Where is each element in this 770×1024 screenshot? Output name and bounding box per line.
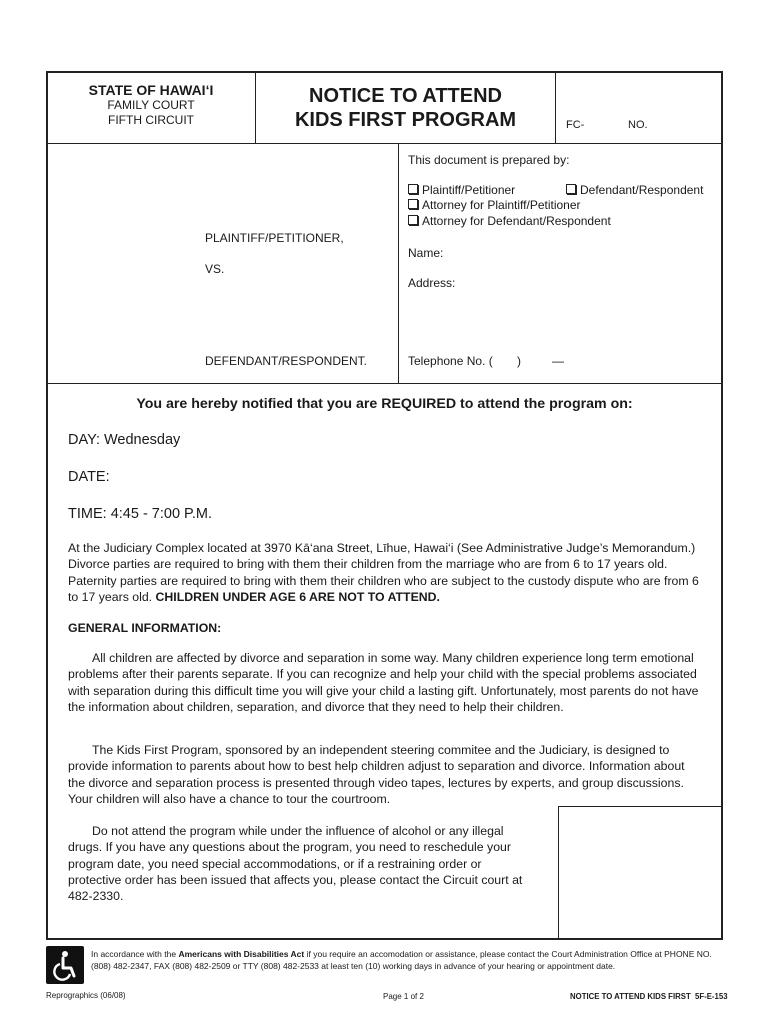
checkbox-attorney-defendant-label: Attorney for Defendant/Respondent <box>422 214 611 228</box>
court-block <box>47 82 255 128</box>
header-bottom-rule <box>47 143 722 144</box>
location-text: At the Judiciary Complex located at 3970 Kā‘ana Street, Līhue, Hawai‘i (See Administrative Judge’s Memorandum.) Divorce parties are required to bring with them their children from the marriage who are from 6 to 17 years old. Paternity parties are required to bring with them their children who are subject to the custody dispute who are from 6 to 17 years old. <box>68 541 699 604</box>
checkbox-box-icon <box>408 199 418 209</box>
checkbox-box-icon <box>566 184 576 194</box>
versus-label: VS. <box>205 262 225 276</box>
checkbox-defendant-label: Defendant/Respondent <box>580 183 704 197</box>
ada-prefix: In accordance with the <box>91 949 177 959</box>
checkbox-plaintiff-petitioner[interactable] <box>408 182 515 198</box>
program-day: DAY: Wednesday <box>68 432 181 448</box>
telephone-dash: — <box>552 354 564 368</box>
case-number-label: NO. <box>628 119 648 131</box>
ada-act-name: Americans with Disabilities Act <box>178 949 305 959</box>
document-title <box>256 84 555 132</box>
telephone-label: Telephone No. ( <box>408 354 493 368</box>
checkbox-defendant-respondent[interactable] <box>566 182 703 198</box>
caption-bottom-rule <box>47 383 722 384</box>
ada-notice <box>91 948 731 972</box>
checkbox-box-icon <box>408 184 418 194</box>
checkbox-attorney-plaintiff[interactable] <box>408 197 581 213</box>
general-info-heading: GENERAL INFORMATION: <box>68 621 222 635</box>
program-time: TIME: 4:45 - 7:00 P.M. <box>68 506 212 522</box>
fc-label: FC- <box>566 119 585 131</box>
age-restriction-notice: CHILDREN UNDER AGE 6 ARE NOT TO ATTEND. <box>155 589 440 604</box>
caption-divider <box>398 143 399 383</box>
court-stamp-box <box>558 806 722 939</box>
general-paragraph-2: The Kids First Program, sponsored by an independent steering commitee and the Judiciary, is designed to provide information to parents about how to best help children adjust to separation and divorce. Information about the divorce and separation process is presented through video tapes, lectures by experts, and group discussions. Your children will also have a chance to tour the courtroom. <box>68 743 685 806</box>
title-line-2: KIDS FIRST PROGRAM <box>294 109 517 131</box>
checkbox-box-icon <box>408 215 418 225</box>
address-label: Address: <box>408 276 456 290</box>
location-paragraph <box>68 540 702 605</box>
ada-body: if you require an accomodation or assistance, please contact the Court Administration Office at PHONE NO. (808) 482-2347, FAX (808) 482-2509 or TTY (808) 482-2533 at least ten (10) working days in advance of your hearing or appointment date. <box>91 949 712 971</box>
state-name: STATE OF HAWAI‘I <box>88 82 214 98</box>
reprographics-label: Reprographics (06/08) <box>46 991 126 1000</box>
accessibility-icon <box>46 946 84 984</box>
defendant-label: DEFENDANT/RESPONDENT. <box>205 354 368 368</box>
notice-heading: You are hereby notified that you are REQUIRED to attend the program on: <box>136 396 633 412</box>
circuit-name: FIFTH CIRCUIT <box>108 113 194 127</box>
title-line-1: NOTICE TO ATTEND <box>309 85 502 107</box>
court-name: FAMILY COURT <box>107 98 195 112</box>
checkbox-plaintiff-label: Plaintiff/Petitioner <box>422 183 516 197</box>
checkbox-attorney-plaintiff-label: Attorney for Plaintiff/Petitioner <box>422 198 581 212</box>
plaintiff-label: PLAINTIFF/PETITIONER, <box>205 231 344 245</box>
telephone-paren-close: ) <box>517 354 521 368</box>
header-divider-right <box>555 72 556 143</box>
checkbox-attorney-defendant[interactable] <box>408 213 611 229</box>
prepared-by-heading: This document is prepared by: <box>408 153 570 167</box>
form-identifier: NOTICE TO ATTEND KIDS FIRST 5F-E-153 <box>570 992 728 1001</box>
general-paragraph-1: All children are affected by divorce and separation in some way. Many children experience long term emotional problems after their parents separate. If you can recognize and help your child with the special problems associated with separation during this difficult time you will give your child a lasting gift. Unfortunately, most parents do not have the information about children, separation, and divorce that they need to help their children. <box>68 651 699 714</box>
name-label: Name: <box>408 246 444 260</box>
page-number: Page 1 of 2 <box>383 992 424 1001</box>
program-date: DATE: <box>68 469 110 485</box>
general-paragraph-3: Do not attend the program while under the influence of alcohol or any illegal drugs. If you have any questions about the program, you need to reschedule your program date, you need special accommodations, or if a restraining order or protective order has been issued that affects you, please contact the Circuit court at 482-2330. <box>68 824 523 904</box>
